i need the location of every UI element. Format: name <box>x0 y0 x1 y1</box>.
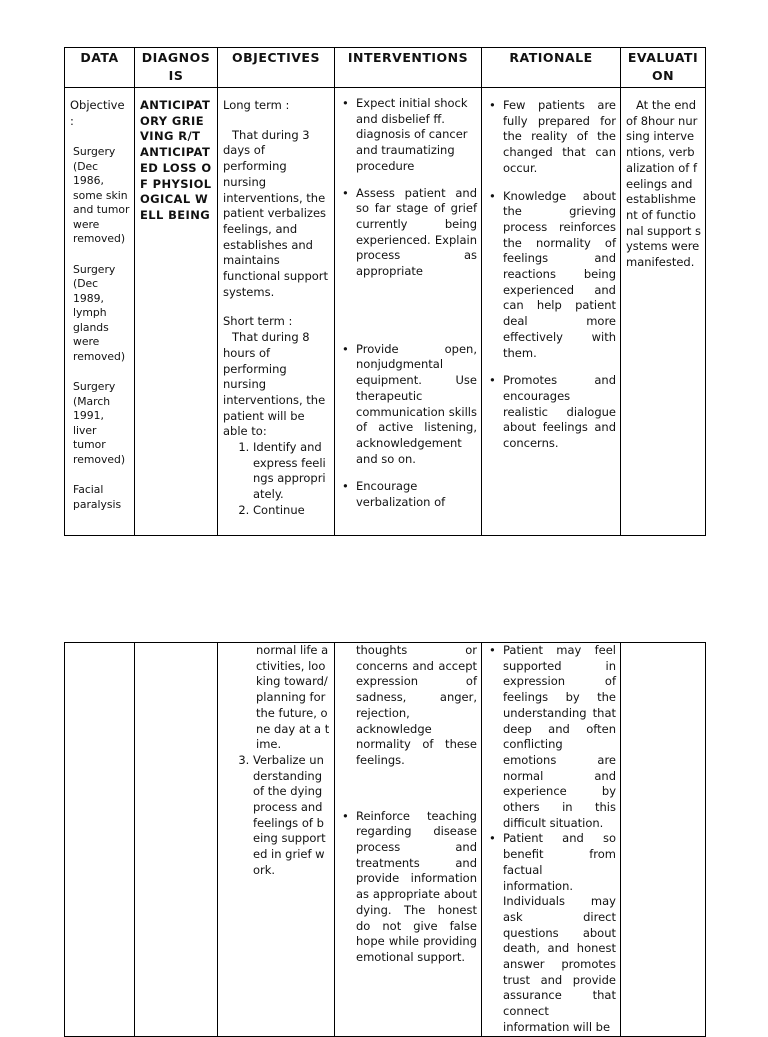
rationale-list <box>487 98 616 452</box>
diagnosis-text: ANTICIPATORY GRIEVING R/T ANTICIPATED LOSS OF PHYSIOLOGICAL WELL BEING <box>140 98 212 222</box>
rationale-cell-continued <box>482 643 621 1037</box>
header-evaluation: EVALUATI ON <box>621 48 706 88</box>
long-term-label: Long term : <box>223 98 290 112</box>
diagnosis-cell-continued <box>135 643 218 1037</box>
header-row <box>65 48 706 88</box>
intervention-continued-text: thoughts or concerns and accept expression of sadness, anger, rejection, acknowledge normality of these feelings. <box>356 643 477 767</box>
interventions-list <box>340 96 477 511</box>
data-item: Facial paralysis <box>73 483 122 511</box>
rationale-cell <box>482 88 621 536</box>
intervention-item: • Encourage verbalization of <box>356 479 477 510</box>
rationale-item: • Promotes and encourages realistic dialogue about feelings and concerns. <box>503 373 616 452</box>
care-plan-table-page-1 <box>64 47 706 536</box>
objectives-continued-text: normal life activities, looking toward/planning for the future, one day at a time. <box>256 643 330 752</box>
data-cell-continued <box>65 643 135 1037</box>
evaluation-cell-continued <box>621 643 706 1037</box>
rationale-item: • Few patients are fully prepared for the reality of the changed that can occur. <box>503 98 616 177</box>
interventions-list-continued <box>340 809 477 966</box>
header-data: DATA <box>65 48 135 88</box>
objective-label: Objective : <box>70 98 125 128</box>
header-objectives: OBJECTIVES <box>218 48 335 88</box>
evaluation-cell <box>621 88 706 536</box>
rationale-item: • Patient may feel supported in expression of feelings by the understanding that deep and often conflicting emotions are normal and experience by others in this difficult situation. <box>503 643 616 831</box>
rationale-list-continued <box>487 643 616 1036</box>
care-plan-row-continued <box>65 643 706 1037</box>
goal-item: 1. Identify and express feelings appropriately. <box>253 440 330 503</box>
data-item: Surgery (Dec 1986, some skin and tumor were removed) <box>73 145 130 246</box>
care-plan-table-page-2 <box>64 642 706 1037</box>
short-term-goals-continued <box>223 753 330 879</box>
goal-item: 2. Continue <box>253 503 330 519</box>
short-term-goals <box>223 440 330 519</box>
short-term-label: Short term : <box>223 314 293 329</box>
short-term-text: That during 8 hours of performing nursing interventions, the patient will be able to: <box>223 330 326 439</box>
intervention-item: • Provide open, nonjudgmental equipment. Use therapeutic communication skills of active listening, acknowledgement and so on. <box>356 342 477 468</box>
data-item: Surgery (Dec 1989, lymph glands were removed) <box>73 262 126 363</box>
intervention-item: • Assess patient and so far stage of grief currently being experienced. Explain process as appropriate <box>356 186 477 280</box>
objectives-cell-continued <box>218 643 335 1037</box>
data-item: Surgery (March 1991, liver tumor removed) <box>73 380 126 466</box>
intervention-item: • Expect initial shock and disbelief ff. diagnosis of cancer and traumatizing procedure <box>356 96 477 175</box>
intervention-item: • Reinforce teaching regarding disease process and treatments and provide information as appropriate about dying. The honest do not give false hope while providing emotional support. <box>356 809 477 966</box>
data-cell <box>65 88 135 536</box>
header-rationale: RATIONALE <box>482 48 621 88</box>
objectives-cell <box>218 88 335 536</box>
interventions-cell <box>335 88 482 536</box>
header-diagnosis: DIAGNOS IS <box>135 48 218 88</box>
evaluation-text: At the end of 8hour nursing interventions, verbalization of feelings and establishment of functional support systems were manifested. <box>626 98 701 270</box>
header-interventions: INTERVENTIONS <box>335 48 482 88</box>
care-plan-row <box>65 88 706 536</box>
long-term-text: That during 3 days of performing nursing interventions, the patient verbalizes feelings, and establishes and maintains functional support systems. <box>223 127 329 299</box>
rationale-item: • Knowledge about the grieving process reinforces the normality of feelings and reactions being experienced and can help patient deal more effectively with them. <box>503 189 616 362</box>
diagnosis-cell <box>135 88 218 536</box>
goal-item: 3. Verbalize understanding of the dying process and feelings of being supported in grief work. <box>253 753 330 879</box>
rationale-item: • Patient and so benefit from factual information. Individuals may ask direct questions about death, and honest answer promotes trust and provide assurance that connect information will be <box>503 831 616 1035</box>
interventions-cell-continued <box>335 643 482 1037</box>
